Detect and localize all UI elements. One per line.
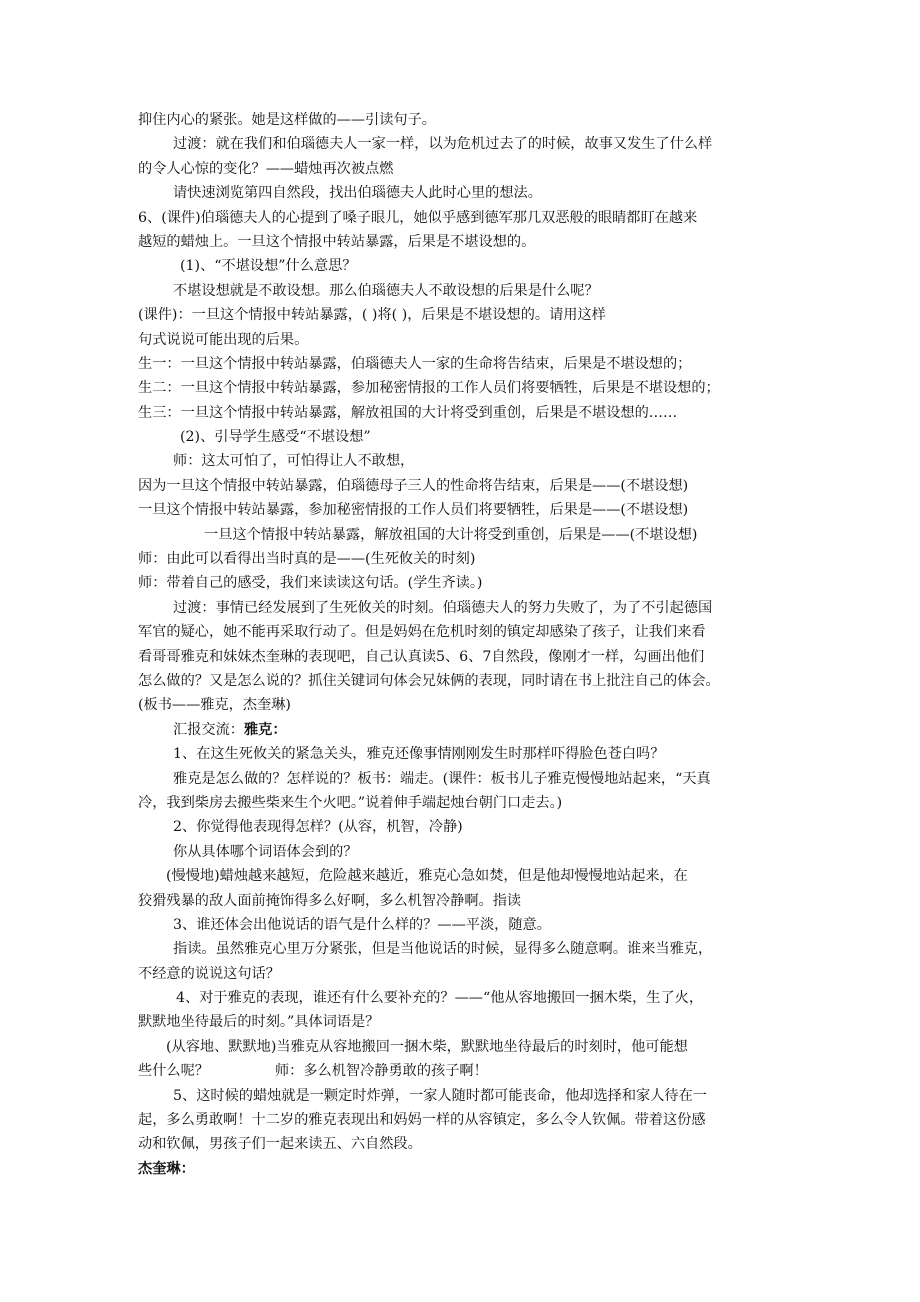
text-line: (从容地、默默地)当雅克从容地搬回一捆木柴，默默地坐待最后的时刻时，他可能想 [166,1038,688,1055]
text-line: 抑住内心的紧张。她是这样做的——引读句子。 [138,112,436,128]
text-line: 军官的疑心，她不能再采取行动了。但是妈妈在危机时刻的镇定却感染了孩子，让我们来看 [138,624,706,641]
text-line: 因为一旦这个情报中转站暴露，伯瑙德母子三人的性命将告结束，后果是——(不堪设想) [138,477,689,494]
text-line: (1)、“不堪设想”什么意思？ [180,258,357,275]
text-line: 默默地坐待最后的时刻。”具体词语是？ [138,1014,380,1031]
text-line: 不堪设想就是不敢设想。那么伯瑙德夫人不敢设想的后果是什么呢？ [173,282,599,299]
text-line: 3、谁还体会出他说话的语气是什么样的？——平淡，随意。 [173,916,551,933]
text-line: 生一：一旦这个情报中转站暴露，伯瑙德夫人一家的生命将告结束，后果是不堪设想的； [138,355,692,372]
text-line: 看哥哥雅克和妹妹杰奎琳的表现吧，自己认真读5、6、7自然段，像刚才一样，勾画出他们 [138,648,705,665]
text-fragment: 些什么呢？ [138,1063,209,1080]
text-line: 4、对于雅克的表现，谁还有什么要补充的？——“他从容地搬回一捆木柴，生了火， [176,990,704,1007]
text-line: 6、(课件)伯瑙德夫人的心提到了嗓子眼儿，她似乎感到德军那几双恶般的眼睛都盯在越来 [138,209,698,226]
text-line: 过渡：就在我们和伯瑙德夫人一家一样，以为危机过去了的时候，故事又发生了什么样 [173,136,713,153]
text-line: 生二：一旦这个情报中转站暴露，参加秘密情报的工作人员们将要牺牲，后果是不堪设想的； [138,380,720,397]
text-line: 师：由此可以看得出当时真的是——(生死攸关的时刻) [138,551,476,568]
text-line: 师：这太可怕了，可怕得让人不敢想， [173,453,415,470]
text-line: 师：带着自己的感受，我们来读读这句话。(学生齐读。) [138,575,483,592]
text-line: 怎么做的？又是怎么说的？抓住关键词句体会兄妹俩的表现，同时请在书上批注自己的体会。 [138,672,720,689]
text-line: 冷，我到柴房去搬些柴来生个火吧。”说着伸手端起烛台朝门口走去。) [138,794,563,811]
text-line: 动和钦佩，男孩子们一起来读五、六自然段。 [138,1136,422,1153]
text-line: 雅克是怎么做的？怎样说的？板书：端走。(课件：板书儿子雅克慢慢地站起来，“天真 [173,770,711,787]
text-line [138,718,788,742]
text-line: (慢慢地)蜡烛越来越短，危险越来越近，雅克心急如焚，但是他却慢慢地站起来，在 [166,868,688,885]
text-line: (课件)：一旦这个情报中转站暴露，( )将( )，后果是不堪设想的。请用这样 [138,307,606,324]
text-line [138,1059,788,1083]
text-line: 越短的蜡烛上。一旦这个情报中转站暴露，后果是不堪设想的。 [138,233,536,250]
text-line: (2)、引导学生感受“不堪设想” [180,429,371,446]
text-line: 句式说说可能出现的后果。 [138,331,309,348]
text-line: 2、你觉得他表现得怎样？(从容，机智，冷静) [173,819,463,836]
section-heading-yake: 雅克： [243,721,287,738]
text-line: 5、这时候的蜡烛就是一颗定时炸弹，一家人随时都可能丧命，他却选择和家人待在一 [173,1087,707,1104]
text-line: 过渡：事情已经发展到了生死攸关的时刻。伯瑙德夫人的努力失败了，为了不引起德国 [173,599,713,616]
text-line: 1、在这生死攸关的紧急关头，雅克还像事情刚刚发生时那样吓得脸色苍白吗？ [173,746,665,763]
text-line: 的令人心惊的变化？——蜡烛再次被点燃 [138,160,394,177]
text-line: 一旦这个情报中转站暴露，参加秘密情报的工作人员们将要牺牲，后果是——(不堪设想) [138,502,689,519]
text-line: (板书——雅克，杰奎琳) [138,697,291,714]
text-line: 起，多么勇敢啊！十二岁的雅克表现出和妈妈一样的从容镇定，多么令人钦佩。带着这份感 [138,1112,706,1129]
report-label: 汇报交流： [173,721,244,738]
text-line: 指读。虽然雅克心里万分紧张，但是当他说话的时候，显得多么随意啊。谁来当雅克， [173,941,713,958]
text-line: 一旦这个情报中转站暴露，解放祖国的大计将受到重创，后果是——(不堪设想) [204,526,698,543]
text-line: 生三：一旦这个情报中转站暴露，解放祖国的大计将受到重创，后果是不堪设想的…… [138,404,678,421]
section-heading-jiekuilin: 杰奎琳： [138,1160,195,1177]
text-line: 不经意的说说这句话？ [138,965,280,982]
text-line: 狡猾残暴的敌人面前掩饰得多么好啊，多么机智冷静啊。指读 [138,892,522,909]
text-line: 请快速浏览第四自然段，找出伯瑙德夫人此时心里的想法。 [173,185,542,202]
text-fragment: 师：多么机智冷静勇敢的孩子啊！ [274,1063,488,1080]
document-page [138,108,788,1181]
text-line: 你从具体哪个词语体会到的？ [173,843,358,860]
